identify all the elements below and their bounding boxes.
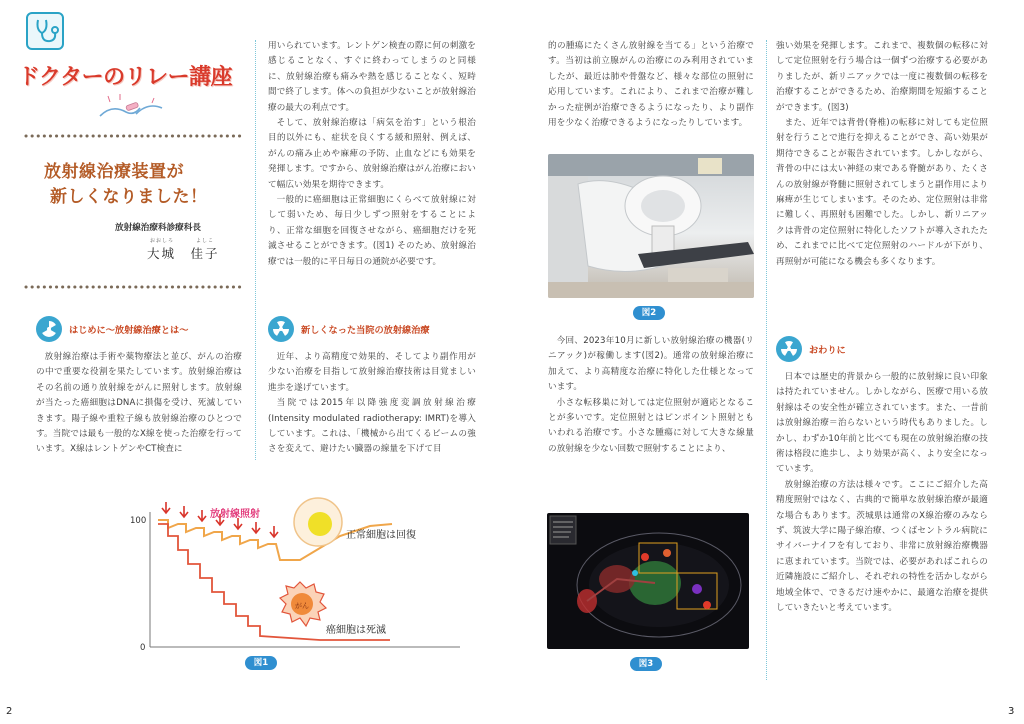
normal-cell-nucleus bbox=[308, 512, 332, 536]
column-3-text-lower: 今回、2023年10月に新しい放射線治療の機器(リニアック)が稼働します(図2)。通常の放射線治療に加えて、より高精度な治療に特化した仕様となっています。 小さな転移巣に対しては定位照射が適応となることが多いです。定位照射とはピンポイント照射ともいわれる治療です。小さな腫瘍に対して大きな線量の放射線を少ない回数で照射することにより、 bbox=[548, 336, 754, 454]
cancer-text: がん bbox=[295, 602, 309, 610]
relay-baton-illustration bbox=[96, 94, 166, 128]
radiation-icon bbox=[268, 316, 294, 342]
column-divider-right bbox=[766, 40, 767, 680]
section-heading-intro: はじめに〜放射線治療とは〜 bbox=[36, 316, 188, 342]
figure-3-planning-image bbox=[547, 513, 749, 649]
stethoscope-logo bbox=[26, 12, 64, 50]
column-4-text-upper: 強い効果を発揮します。これまで、複数個の転移に対して定位照射を行う場合は一個ずつ治療する必要がありましたが、新リニアックでは一度に複数個の転移を治療することができるため、治療期間を短縮することができます。(図3) また、近年では背骨(脊椎)の転移に対しても定位照射を行うことで進行を抑えることができ、高い効果が期待できることが報告されています。しかしながら、背骨の中には太い神経の束である脊髄があり、たくさんの放射線が脊髄に照射されてしまうと副作用により麻痺が生じてしまいます。そのため、定位照射は非常に難しく、再照射も困難でした。しかし、新リニアックは背骨の定位照射に特化したソフトが導入されたため、これまでに比べて定位照射のハードルが下がり、再照射が可能になる機会も多くなります。 bbox=[776, 41, 988, 267]
dotted-divider-bottom bbox=[24, 283, 242, 291]
y-label-top: 100 bbox=[130, 516, 147, 526]
column-divider bbox=[255, 40, 256, 460]
figure-1-diagram bbox=[120, 490, 465, 660]
stethoscope-icon bbox=[28, 14, 62, 48]
radiation-icon bbox=[36, 316, 62, 342]
column-3-text-upper: 的の腫瘍にたくさん放射線を当てる」という治療です。当初は前立腺がんの治療にのみ利用されていましたが、最近は肺や骨盤など、様々な部位の照射に応用しています。これにより、これまで治療が難しかった症例が治療できるようになったり、より副作用を少なく治療できるようになったりしています。 bbox=[548, 41, 754, 129]
page-number-left: 2 bbox=[6, 706, 13, 717]
cancer-cell-curve bbox=[158, 524, 390, 640]
section-heading-new-device: 新しくなった当院の放射線治療 bbox=[268, 316, 430, 342]
section-heading-closing: おわりに bbox=[776, 336, 846, 362]
dotted-divider-top bbox=[24, 132, 242, 140]
column-2-text-upper: 用いられています。レントゲン検査の際に何の刺激を感じることなく、すぐに終わってしまうのと同様に、放射線治療も痛みや熱を感じることなく、短時間で終了します。体への負担が少ないことが放射線治療の最大の利点です。 そして、放射線治療は「病気を治す」という根治目的以外にも、症状を良くする緩和照射、例えば、がんの痛み止めや麻痺の予防、止血などにも効果を発揮します。ですから、放射線治療はがん治療において幅広い効果を期待できます。 一般的に癌細胞は正常細胞にくらべて放射線に対して弱いため、毎日少しずつ照射をすることにより、正常な細胞を回復させながら、癌細胞だけを死滅させることができます。(図1) そのため、放射線治療では一般的に平日毎日の通院が必要です。 bbox=[268, 41, 476, 267]
cancer-cell-label: 癌細胞は死滅 bbox=[326, 625, 386, 636]
author-ruby: おおしろ よしこ bbox=[150, 238, 215, 244]
radiation-label: 放射線照射 bbox=[210, 509, 260, 520]
article-title: 放射線治療装置が 新しくなりました！ bbox=[44, 162, 208, 207]
figure-1-caption: 図1 bbox=[245, 656, 277, 670]
normal-cell-label: 正常細胞は回復 bbox=[346, 530, 416, 541]
column-2-text-lower: 近年、より高精度で効果的、そしてより副作用が少ない治療を目指して放射線治療技術は目覚ましい進歩を遂げています。 当院では2015年以降強度変調放射線治療(Intensity modulated radiotherapy: IMRT)を導入しています。これは、「機械から出てくるビームの強さを変えて、避けたい臓器の線量を下げて目 bbox=[268, 352, 476, 455]
figure-2-caption: 図2 bbox=[633, 306, 665, 320]
figure-3-caption: 図3 bbox=[630, 657, 662, 671]
y-label-bottom: 0 bbox=[140, 643, 146, 653]
column-1-text: 放射線治療は手術や薬物療法と並び、がんの治療の中で重要な役割を果たしています。放射線治療はその名前の通り放射線をがんに照射します。放射線が当たった癌細胞はDNAに損傷を受け、死滅していきます。陽子線や重粒子線も放射線治療のひとつです。当院では最も一般的なX線を使った治療を行っています。X線はレントゲンやCT検査に bbox=[36, 352, 242, 455]
column-4-text-lower: 日本では歴史的背景から一般的に放射線に良い印象は持たれていません。しかしながら、医療で用いる放射線はその安全性が確立されています。また、一昔前は放射線治療＝治らないという時代もありました。しかし、わずか10年前と比べても現在の放射線治療の技術は格段に進歩し、より効果が高く、より安全になっています。 放射線治療の方法は様々です。ここにご紹介した高精度照射ではなく、古典的で簡単な放射線治療が最適な場合もあります。茨城県は通常のX線治療のみならず、筑波大学に陽子線治療、つくばセントラル病院にサイバーナイフを有しており、非常に放射線治療機器に恵まれています。当院では、必要があればこれらの近隣施設にご紹介し、それぞれの特性を活かしながら地域全体で、できるだけ速やかに、最適な治療を提供していきたいと考えています。 bbox=[776, 372, 988, 614]
author-name: 大城 佳子 bbox=[147, 246, 220, 261]
figure-2-photo bbox=[548, 154, 754, 298]
radiation-icon bbox=[776, 336, 802, 362]
page-number-right: 3 bbox=[1008, 706, 1015, 717]
series-title: ドクターのリレー講座 bbox=[18, 65, 233, 90]
author-role: 放射線治療科診療科長 bbox=[115, 223, 201, 233]
